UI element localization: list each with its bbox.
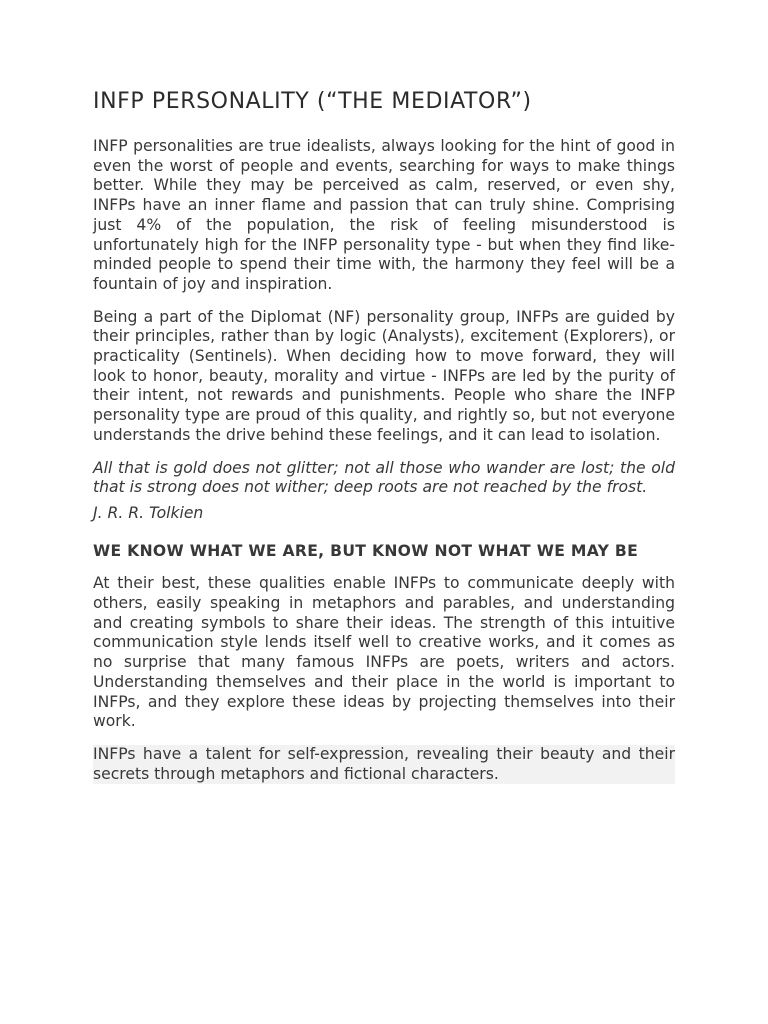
diplomat-paragraph: Being a part of the Diplomat (NF) personality group, INFPs are guided by their principles, rather than by logic (Analysts), excitement (Explorers), or practicality (Sentinels). When deciding how to move forward, they will look to honor, beauty, morality and virtue - INFPs are led by the purity of their intent, not rewards and punishments. People who share the INFP personality type are proud of this quality, and rightly so, but not everyone understands the drive behind these feelings, and it can lead to isolation. [93,307,675,444]
document-page [93,86,675,784]
section-heading: WE KNOW WHAT WE ARE, BUT KNOW NOT WHAT WE MAY BE [93,541,639,560]
tolkien-quote: All that is gold does not glitter; not all those who wander are lost; the old that is strong does not wither; deep roots are not reached by the frost. [93,458,675,497]
intro-paragraph: INFP personalities are true idealists, always looking for the hint of good in even the worst of people and events, searching for ways to make things better. While they may be perceived as calm, reserved, or even shy, INFPs have an inner flame and passion that can truly shine. Comprising just 4% of the population, the risk of feeling misunderstood is unfortunately high for the INFP personality type - but when they find like-minded people to spend their time with, the harmony they feel will be a fountain of joy and inspiration. [93,137,675,293]
quote-author: J. R. R. Tolkien [93,503,204,522]
highlighted-paragraph: INFPs have a talent for self-expression, revealing their beauty and their secrets through metaphors and fictional characters. [93,744,675,783]
strengths-paragraph: At their best, these qualities enable INFPs to communicate deeply with others, easily speaking in metaphors and parables, and understanding and creating symbols to share their ideas. The strength of this intuitive communication style lends itself well to creative works, and it comes as no surprise that many famous INFPs are poets, writers and actors. Understanding themselves and their place in the world is important to INFPs, and they explore these ideas by projecting themselves into their work. [93,574,675,731]
page-title: INFP PERSONALITY (“THE MEDIATOR”) [93,89,532,114]
